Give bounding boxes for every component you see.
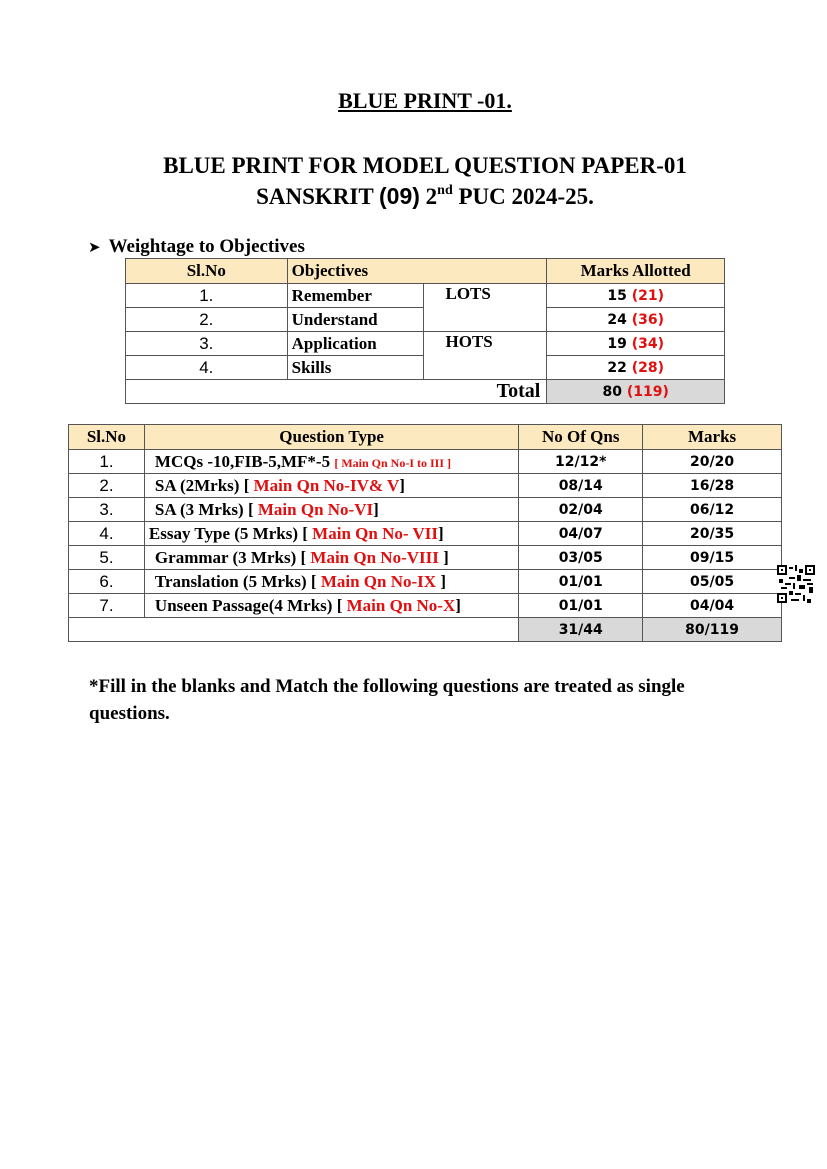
col-header-no-of-qns: No Of Qns	[519, 425, 643, 450]
table-row	[69, 498, 782, 522]
weightage-table	[125, 258, 725, 404]
subtitle-line-2	[0, 181, 827, 212]
row-question-type: Unseen Passage(4 Mrks) [ Main Qn No-X]	[144, 594, 518, 618]
row-marks: 05/05	[643, 570, 782, 594]
page-title: BLUE PRINT -01.	[338, 88, 512, 113]
row-group-hots: HOTS	[423, 332, 547, 380]
subject-name: SANSKRIT	[256, 184, 374, 209]
qr-code-icon	[777, 565, 815, 603]
table-row	[69, 594, 782, 618]
row-question-type: MCQs -10,FIB-5,MF*-5 [ Main Qn No-I to III ]	[144, 450, 518, 474]
row-marks: 20/20	[643, 450, 782, 474]
question-type-table	[68, 424, 782, 642]
row-objective: Application	[287, 332, 423, 356]
course-year: PUC 2024-25.	[458, 184, 594, 209]
row-marks: 04/04	[643, 594, 782, 618]
row-no-of-qns: 01/01	[519, 570, 643, 594]
col-header-slno: Sl.No	[69, 425, 145, 450]
row-objective: Understand	[287, 308, 423, 332]
table-header-row	[69, 425, 782, 450]
row-no-of-qns: 02/04	[519, 498, 643, 522]
row-question-type: SA (3 Mrks) [ Main Qn No-VI]	[144, 498, 518, 522]
total-label: Total	[126, 380, 547, 404]
arrow-bullet-icon: ➤	[88, 238, 101, 256]
table-row	[69, 546, 782, 570]
row-question-type: Essay Type (5 Mrks) [ Main Qn No- VII]	[144, 522, 518, 546]
row-slno: 4.	[126, 356, 288, 380]
table-row	[69, 570, 782, 594]
row-slno: 5.	[69, 546, 145, 570]
row-no-of-qns: 03/05	[519, 546, 643, 570]
row-objective: Skills	[287, 356, 423, 380]
row-no-of-qns: 04/07	[519, 522, 643, 546]
row-question-type: Translation (5 Mrks) [ Main Qn No-IX ]	[144, 570, 518, 594]
year-suffix: nd	[437, 183, 453, 198]
table-row	[126, 284, 725, 308]
row-slno: 3.	[126, 332, 288, 356]
row-slno: 1.	[126, 284, 288, 308]
total-marks: 80 (119)	[547, 380, 725, 404]
row-marks: 16/28	[643, 474, 782, 498]
row-marks: 09/15	[643, 546, 782, 570]
document-subtitle	[0, 150, 827, 212]
row-slno: 4.	[69, 522, 145, 546]
col-header-question-type: Question Type	[144, 425, 518, 450]
row-no-of-qns: 08/14	[519, 474, 643, 498]
row-marks: 15 (21)	[547, 284, 725, 308]
col-header-slno: Sl.No	[126, 259, 288, 284]
footnote: *Fill in the blanks and Match the following questions are treated as single questions.	[89, 676, 685, 724]
row-slno: 7.	[69, 594, 145, 618]
table-row	[126, 332, 725, 356]
weightage-heading	[88, 236, 305, 258]
col-header-marks: Marks Allotted	[547, 259, 725, 284]
row-slno: 1.	[69, 450, 145, 474]
row-slno: 3.	[69, 498, 145, 522]
row-no-of-qns: 01/01	[519, 594, 643, 618]
row-marks: 19 (34)	[547, 332, 725, 356]
row-slno: 2.	[126, 308, 288, 332]
weightage-heading-text: Weightage to Objectives	[108, 236, 305, 257]
table-row	[69, 522, 782, 546]
row-slno: 6.	[69, 570, 145, 594]
total-row	[69, 618, 782, 642]
total-row	[126, 380, 725, 404]
col-header-marks: Marks	[643, 425, 782, 450]
row-objective: Remember	[287, 284, 423, 308]
table-row	[69, 450, 782, 474]
row-no-of-qns: 12/12*	[519, 450, 643, 474]
total-blank-cell	[69, 618, 519, 642]
subject-code: (09)	[379, 183, 420, 209]
total-no-of-qns: 31/44	[519, 618, 643, 642]
col-header-objectives: Objectives	[287, 259, 547, 284]
subtitle-line-1: BLUE PRINT FOR MODEL QUESTION PAPER-01	[163, 153, 687, 178]
row-marks: 06/12	[643, 498, 782, 522]
row-marks: 24 (36)	[547, 308, 725, 332]
table-row	[69, 474, 782, 498]
row-marks: 20/35	[643, 522, 782, 546]
row-question-type: Grammar (3 Mrks) [ Main Qn No-VIII ]	[144, 546, 518, 570]
row-question-type: SA (2Mrks) [ Main Qn No-IV& V]	[144, 474, 518, 498]
table-header-row	[126, 259, 725, 284]
row-slno: 2.	[69, 474, 145, 498]
row-group-lots: LOTS	[423, 284, 547, 332]
row-marks: 22 (28)	[547, 356, 725, 380]
total-marks: 80/119	[643, 618, 782, 642]
year-number: 2	[425, 184, 438, 209]
